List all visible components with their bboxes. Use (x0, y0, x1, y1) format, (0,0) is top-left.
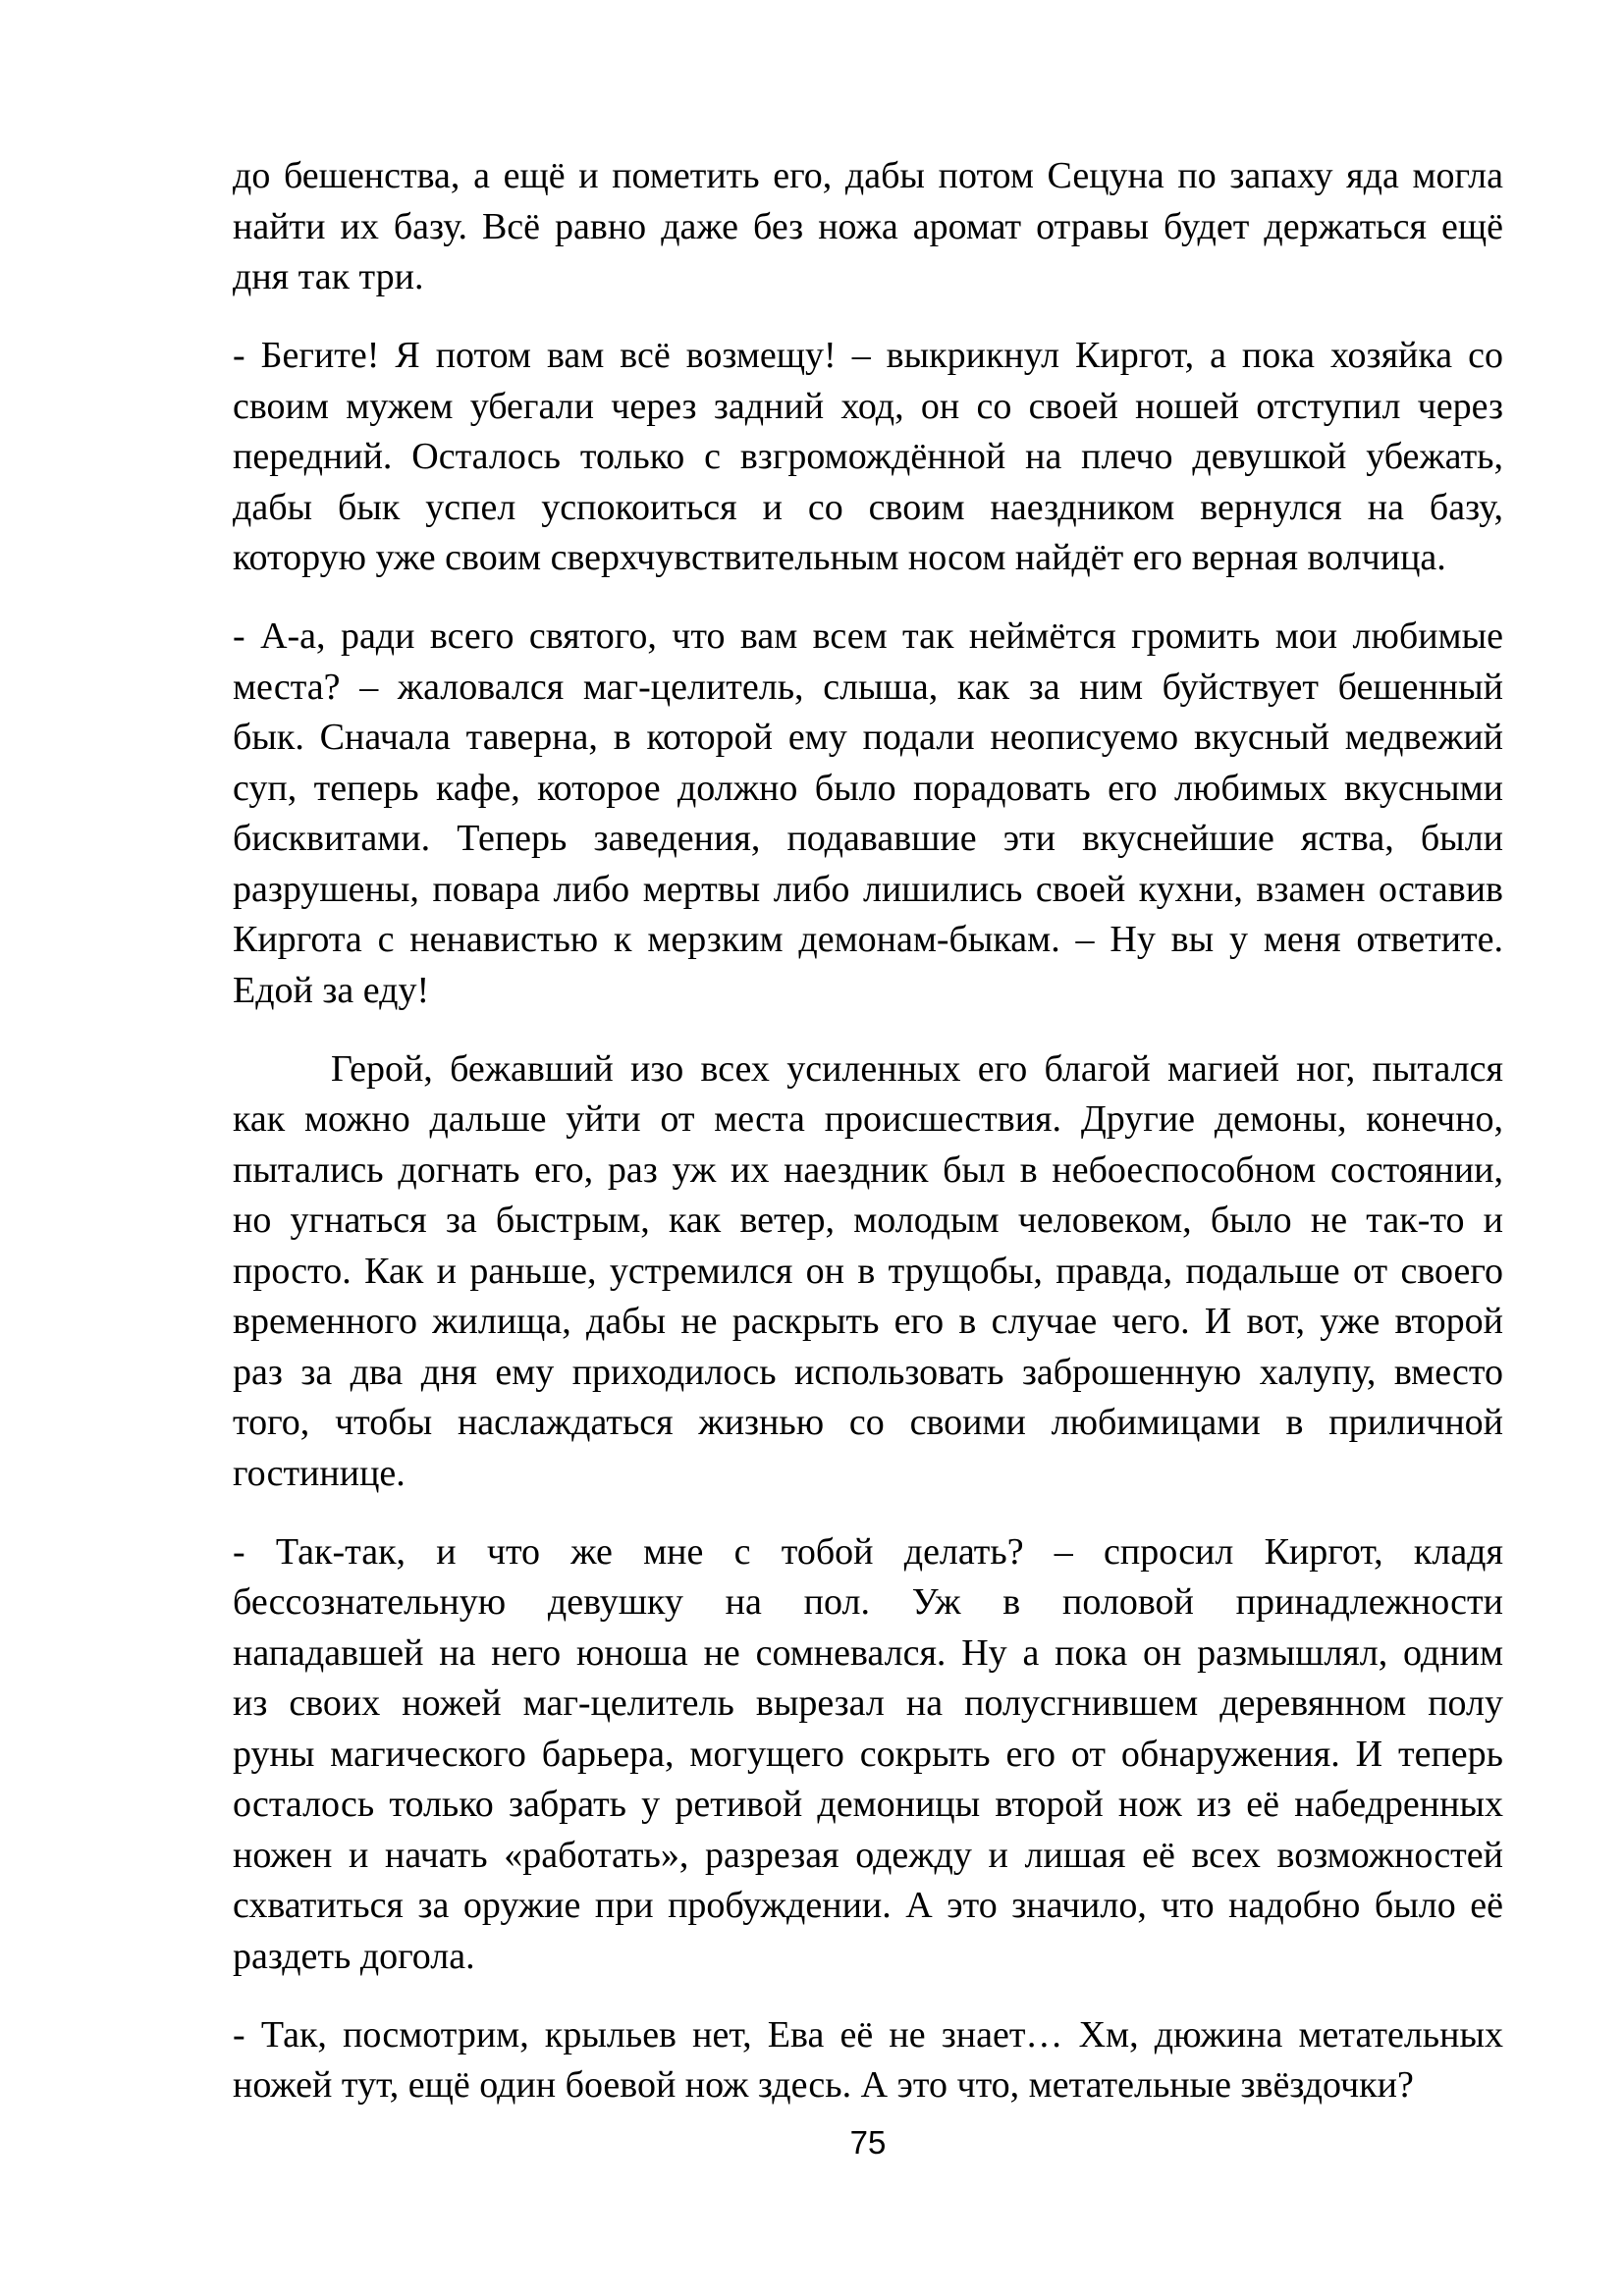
text-line: временного жилища, дабы не раскрыть его в случае чего. И вот, уже второй (233, 1301, 1503, 1342)
text-line: но угнаться за быстрым, как ветер, молодым человеком, было не так-то и (233, 1200, 1503, 1241)
text-line: - Так, посмотрим, крыльев нет, Ева её не знает… Хм, дюжина метательных (233, 2013, 1503, 2056)
text-line: руны магического барьера, могущего сокрыть его от обнаружения. И теперь (233, 1733, 1503, 1775)
text-line: бисквитами. Теперь заведения, подававшие эти вкуснейшие яства, были (233, 818, 1503, 859)
text-line: дня так три. (233, 256, 424, 297)
text-line: бессознательную девушку на пол. Уж в половой принадлежности (233, 1581, 1503, 1623)
text-line: того, чтобы наслаждаться жизнью со своими любимицами в приличной (233, 1402, 1503, 1443)
text-line: раздеть догола. (233, 1935, 475, 1977)
text-line: нападавшей на него юноша не сомневался. Ну а пока он размышлял, одним (233, 1631, 1503, 1674)
paragraph (233, 1044, 1503, 1500)
text-line: до бешенства, а ещё и пометить его, дабы потом Сецуна по запаху яда могла (233, 155, 1503, 196)
text-line: места? – жаловался маг-целитель, слыша, как за ним буйствует бешенный (233, 666, 1503, 708)
text-line: Герой, бежавший изо всех усиленных его благой магией ног, пытался (331, 1047, 1503, 1090)
paragraph (233, 2010, 1503, 2111)
paragraph (233, 151, 1503, 303)
page-number: 75 (849, 2124, 887, 2161)
text-line: суп, теперь кафе, которое должно было порадовать его любимых вкусными (233, 767, 1503, 809)
text-line: ножей тут, ещё один боевой нож здесь. А это что, метательные звёздочки? (233, 2064, 1414, 2106)
paragraph (233, 331, 1503, 584)
paragraph (233, 1527, 1503, 1983)
text-line: схватиться за оружие при пробуждении. А это значило, что надобно было её (233, 1885, 1503, 1926)
text-line: дабы бык успел успокоиться и со своим наездником вернулся на базу, (233, 486, 1503, 528)
text-line: которую уже своим сверхчувствительным носом найдёт его верная волчица. (233, 537, 1446, 578)
text-line: гостинице. (233, 1452, 406, 1494)
text-line: разрушены, повара либо мертвы либо лишились своей кухни, взамен оставив (233, 868, 1503, 910)
text-line: передний. Осталось только с взгромождённой на плечо девушкой убежать, (233, 436, 1503, 477)
text-line: бык. Сначала таверна, в которой ему подали неописуемо вкусный медвежий (233, 717, 1503, 758)
text-line: раз за два дня ему приходилось использовать заброшенную халупу, вместо (233, 1351, 1503, 1393)
text-line: ножен и начать «работать», разрезая одежду и лишая её всех возможностей (233, 1834, 1503, 1876)
text-line: просто. Как и раньше, устремился он в трущобы, правда, подальше от своего (233, 1250, 1503, 1292)
text-line: - Так-так, и что же мне с тобой делать? – спросил Киргот, кладя (233, 1530, 1503, 1573)
text-line: как можно дальше уйти от места происшествия. Другие демоны, конечно, (233, 1098, 1503, 1140)
text-block (233, 151, 1503, 2139)
paragraph (233, 612, 1503, 1016)
text-line: Едой за еду! (233, 969, 430, 1011)
text-line: осталось только забрать у ретивой демоницы второй нож из её набедренных (233, 1784, 1503, 1825)
text-line: из своих ножей маг-целитель вырезал на полусгнившем деревянном полу (233, 1682, 1503, 1724)
text-line: - Бегите! Я потом вам всё возмещу! – выкрикнул Киргот, а пока хозяйка со (233, 335, 1503, 376)
text-line: найти их базу. Всё равно даже без ножа аромат отравы будет держаться ещё (233, 205, 1503, 247)
text-line: пытались догнать его, раз уж их наездник был в небоеспособном состоянии, (233, 1148, 1503, 1191)
text-line: своим мужем убегали через задний ход, он со своей ношей отступил через (233, 385, 1503, 427)
text-line: Киргота с ненавистью к мерзким демонам-быкам. – Ну вы у меня ответите. (233, 919, 1503, 960)
text-line: - А-а, ради всего святого, что вам всем так неймётся громить мои любимые (233, 615, 1503, 657)
